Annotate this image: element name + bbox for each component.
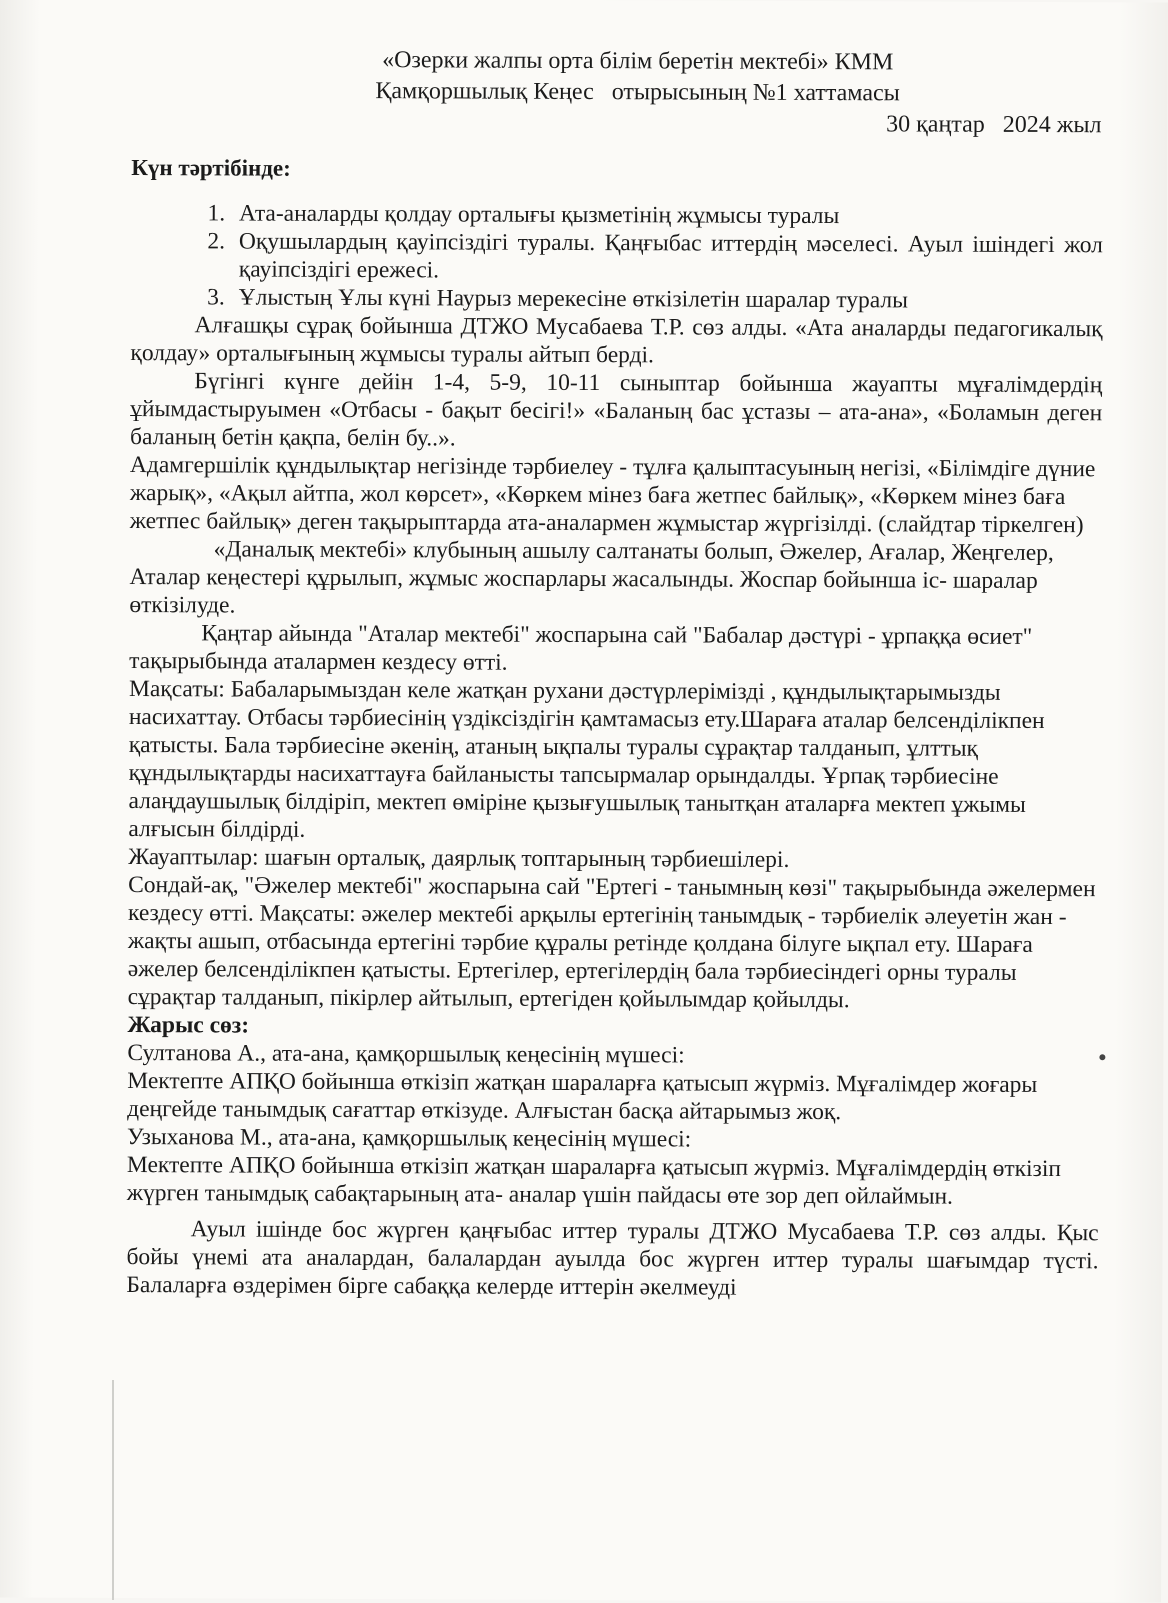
paragraph-events: Бүгінгі күнге дейін 1-4, 5-9, 10-11 сыныптар бойынша жауапты мұғалімдердің ұйымдастыруымен «Отбасы - бақыт бесігі!» «Баланың бас ұстазы – ата-ана», «Боламын деген баланың бетін қақпа, белін бу..». xyxy=(130,368,1103,452)
agenda-item: 1. Ата-аналарды қолдау орталығы қызметінің жұмысы туралы xyxy=(231,199,1103,231)
document-header xyxy=(172,44,1104,110)
protocol-title: Қамқоршылық Кеңес отырысының №1 хаттамасы xyxy=(375,78,900,107)
agenda-list xyxy=(131,199,1103,315)
paragraph-goal: Мақсаты: Бабаларымыздан келе жатқан рухани дәстүрлерімізді , құндылықтарымызды насихаттау. Отбасы тәрбиесінің үздіксіздігін қамтамасыз ету.Шараға аталар белсенділікпен қатысты. Бала тәрбиесіне әкенің, атаның ықпалы туралы сұрақтар талданып, ұлттық құндылықтарды насихаттауға байланысты тапсырмалар орындалды. Ұрпақ тәрбиесіне алаңдаушылық білдіріп, мектеп өміріне қызығушылық танытқан аталарға мектеп ұжымы алғысын білдірді. xyxy=(128,676,1045,843)
agenda-item: 2. Оқушылардың қауіпсіздігі туралы. Қаңғыбас иттердің мәселесі. Ауыл ішіндегі жол қауіпсіздігі ережесі. xyxy=(231,227,1103,287)
protocol-date: 30 қаңтар 2024 жыл xyxy=(886,111,1102,139)
speaker-2-name: Узыханова М., ата-ана, қамқоршылық кеңесінің мүшесі: xyxy=(126,1124,692,1153)
speaker-1-text: Мектепте АПҚО бойынша өткізіп жатқан шараларға қатысып жүрміз. Мұғалімдер жоғары деңгейде танымдық сағаттар өткізуде. Алғыстан басқа айтарымыз жоқ. xyxy=(127,1068,1038,1126)
paragraph-values: Адамгершілік құндылықтар негізінде тәрбиелеу - тұлға қалыптасуының негізі, «Білімдіге дүние жарық», «Ақыл айтпа, жол көрсет», «Көркем мінез баға жетпес байлық», «Көркем мінез баға жетпес байлық» деген тақырыптарда ата-аналармен жұмыстар жүргізілді. (слайдтар тіркелген) xyxy=(129,452,1096,539)
speaker-2-text: Мектепте АПҚО бойынша өткізіп жатқан шараларға қатысып жүрміз. Мұғалімдердің өткізіп жүрген танымдық сабақтарының ата- аналар үшін пайдасы өте зор деп ойлаймын. xyxy=(126,1152,1062,1210)
paragraph-wisdom-club: «Даналық мектебі» клубының ашылу салтанаты болып, Әжелер, Ағалар, Жеңгелер, Аталар кеңестері құрылып, жұмыс жоспарлары жасалынды. Жоспар бойынша іс- шаралар өткізілуде. xyxy=(129,536,1054,619)
speaker-1-name: Султанова А., ата-ана, қамқоршылық кеңесінің мүшесі: xyxy=(127,1040,685,1069)
paragraph-responsible: Жауаптылар: шағын орталық, даярлық топтарының тәрбиешілері. xyxy=(128,844,790,873)
paragraph-first-question: Алғашқы сұрақ бойынша ДТЖО Мусабаева Т.Р. сөз алды. «Ата аналарды педагогикалық қолдау» орталығының жұмысы туралы айтып берді. xyxy=(130,312,1103,369)
debate-title: Жарыс сөз: xyxy=(127,1012,250,1039)
scan-speck xyxy=(1099,1054,1105,1060)
paragraph-grandmothers-school: Сондай-ақ, "Әжелер мектебі" жоспарына сай "Ертегі - танымның көзі" тақырыбында әжелермен кездесу өтті. Мақсаты: әжелер мектебі арқылы ертегінің танымдық - тәрбиелік әлеуетін жан - жақты ашып, отбасында ертегіні тәрбие құралы ретінде қолдана білуге ықпал ету. Шараға әжелер белсенділікпен қатысты. Ертегілер, ертегілердің бала тәрбиесіндегі орны туралы сұрақтар талданып, пікірлер айтылып, ертегіден қойылымдар қойылды. xyxy=(127,872,1096,1014)
agenda-title: Күн тәртібінде: xyxy=(131,155,291,181)
scan-edge-mark xyxy=(112,1380,114,1600)
agenda-item: 3. Ұлыстың Ұлы күні Наурыз мерекесіне өткізілетін шаралар туралы xyxy=(231,283,1103,315)
school-name: «Озерки жалпы орта білім беретін мектебі» КММ xyxy=(382,47,894,76)
paragraph-fathers-school: Қаңтар айында "Аталар мектебі" жоспарына сай "Бабалар дәстүрі - ұрпаққа өсиет" тақырыбында аталармен кездесу өтті. xyxy=(129,620,1033,676)
paragraph-stray-dogs: Ауыл ішінде бос жүрген қаңғыбас иттер туралы ДТЖО Мусабаева Т.Р. сөз алды. Қыс бойы үнемі ата аналардан, балалардан ауылда бос жүрген иттер туралы шағымдар түсті. Балаларға өздерімен бірге сабаққа келерде иттерін әкелмеуді xyxy=(126,1216,1099,1301)
